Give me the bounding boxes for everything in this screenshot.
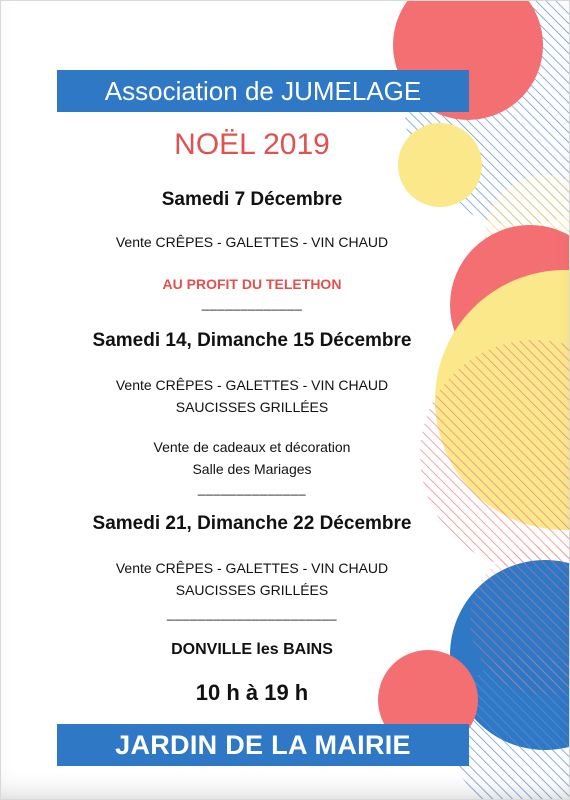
section-2-line-2: SAUCISSES GRILLÉES <box>175 399 329 415</box>
section-1-date: Samedi 7 Décembre <box>161 189 343 210</box>
section-1-separator: _____________ <box>201 296 303 311</box>
venue-banner: JARDIN DE LA MAIRIE <box>57 724 469 766</box>
section-2-date: Samedi 14, Dimanche 15 Décembre <box>92 330 412 351</box>
section-3-line-2: SAUCISSES GRILLÉES <box>175 582 329 598</box>
section-3-separator: ______________________ <box>166 606 338 621</box>
opening-hours: 10 h à 19 h <box>195 680 309 705</box>
event-title: NOËL 2019 <box>174 128 330 161</box>
section-3-line-1: Vente CRÊPES - GALETTES - VIN CHAUD <box>115 560 389 576</box>
town-name: DONVILLE les BAINS <box>171 641 333 658</box>
section-2-separator: ______________ <box>197 481 307 496</box>
section-2-extra-1: Vente de cadeaux et décoration <box>153 439 351 455</box>
section-2-extra-2: Salle des Mariages <box>192 461 312 477</box>
section-3-date: Samedi 21, Dimanche 22 Décembre <box>92 513 412 534</box>
header-banner: Association de JUMELAGE <box>57 70 469 112</box>
section-1-note: AU PROFIT DU TELETHON <box>162 276 342 292</box>
section-1-line-1: Vente CRÊPES - GALETTES - VIN CHAUD <box>115 234 389 250</box>
section-2-line-1: Vente CRÊPES - GALETTES - VIN CHAUD <box>115 377 389 393</box>
